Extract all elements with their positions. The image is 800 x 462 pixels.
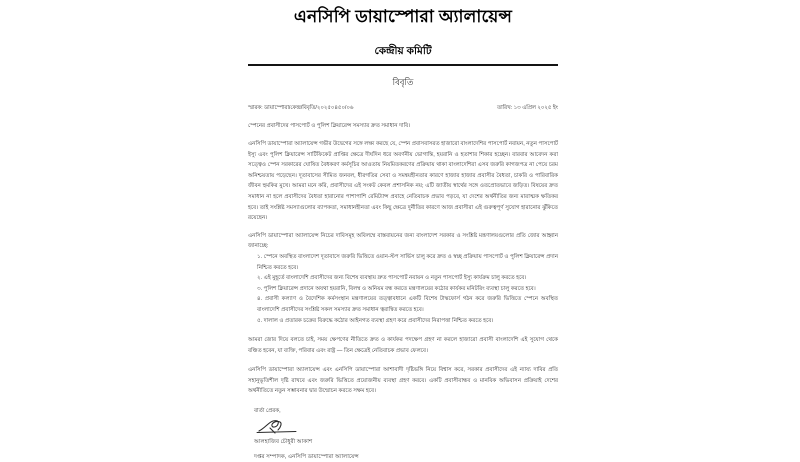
signature-image (256, 418, 302, 435)
subject-line: স্পেনের প্রবাসীদের পাসপোর্ট ও পুলিশ ক্লিয়ারেন্স সমস্যার দ্রুত সমাধান দাবি। (248, 123, 411, 129)
sender-designation: দপ্তর সম্পাদক, এনসিপি ডায়াস্পোরা অ্যালায়েন্স (254, 454, 359, 461)
organization-name: এনসিপি ডায়াস্পোরা অ্যালায়েন্স (293, 7, 513, 26)
body-paragraph-3: এনসিপি ডায়াস্পোরা অ্যালায়েন্স এবং এনসিপি ডায়াস্পোরা আশাবাদী দৃষ্টিভঙ্গি নিয়ে বিশ্বাস করে, সরকার প্রবাসীদের এই ন্যায্য দাবির প্রতি সহানুভূতিশীল দৃষ্টি রাখবে এবং জরুরি ভিত্তিতে প্রয়োজনীয় ব্যবস্থা গ্রহণ করবে। একটি প্রবাসীবান্ধব ও মানবিক অভিবাসন প্রক্রিয়াই দেশের অর্থনীতিতে নতুন সম্ভাবনার দ্বার উন্মোচন করতে সক্ষম হবে। (248, 367, 558, 395)
committee-name: কেন্দ্রীয় কমিটি (374, 45, 432, 57)
memo-row (248, 105, 558, 113)
body-paragraph-1: এনসিপি ডায়াস্পোরা অ্যালায়েন্স গভীর উদ্বেগের সঙ্গে লক্ষ্য করছে যে, স্পেন প্রবাসবাসরত হাজারো বাংলাদেশির পাসপোর্ট নবায়ন, নতুন পাসপোর্ট ইস্যু এবং পুলিশ ক্লিয়ারেন্স সার্টিফিকেট প্রাপ্তির ক্ষেত্রে দীর্ঘদিন ধরে অবর্ণনীয় ভোগান্তি, হয়রানি ও হতাশার শিকার হচ্ছেন। বারবার আবেদন করা সত্ত্বেও স্পেন সরকারের ঘোষিত বৈধকরণ কর্মসূচির আওতায় নিয়মিতকরণের প্রক্রিয়ায় থাকা বাংলাদেশিরা এসব জরুরি কাগজপত্র না পেয়ে চরম অনিশ্চয়তায় পড়েছেন। দূতাবাসের সীমিত জনবল, ধীরগতির সেবা ও সমন্বয়হীনতার কারণে হাজার হাজার প্রবাসীর বৈধতা, চাকরি ও পারিবারিক জীবন হুমকির মুখে। আমরা মনে করি, প্রবাসীদের এই সংকট কেবল প্রশাসনিক নয়; এটি জাতীয় স্বার্থের সঙ্গে ওতপ্রোতভাবে জড়িত। বিষয়ের দ্রুত সমাধান না হলে প্রবাসীদের বৈধতা হারানোর পাশাপাশি রেমিট্যান্স প্রবাহে নেতিবাচক প্রভাব পড়বে, যা দেশের অর্থনীতির জন্য মারাত্মক ক্ষতিকর হবে। তাই সংশ্লিষ্ট সমস্যাগুলোর ব্যাপকতা, সমাধানহীনতা এবং কিছু ক্ষেত্রে দুর্নীতির কারণে আজ প্রবাসীরা এই গুরুত্বপূর্ণ সুযোগ হারানোর ঝুঁকিতে রয়েছেন। (248, 141, 558, 222)
body-paragraph-2: আমরা জোর দিয়ে বলতে চাই, সময় ক্ষেপণের নীতিতে দ্রুত ও কার্যকর পদক্ষেপ গ্রহণ না করলে হাজারো প্রবাসী বাংলাদেশি এই সুযোগ থেকে বঞ্চিত হবেন, যা ব্যক্তি, পরিবার এবং রাষ্ট্র — তিন ক্ষেত্রেই নেতিবাচক প্রভাব ফেলবে। (248, 337, 558, 354)
demand-item-4: ৪. প্রবাসী কল্যাণ ও বৈদেশিক কর্মসংস্থান মন্ত্রণালয়ের তত্ত্বাবধানে একটি বিশেষ টাস্কফোর্স গঠন করে জরুরি ভিত্তিতে স্পেনে অবস্থিত বাংলাদেশি প্রবাসীদের সংশ্লিষ্ট সকল সমস্যার দ্রুত সমাধান ত্বরান্বিত করতে হবে। (257, 296, 558, 313)
memo-date: তারিখ: ১৩ এপ্রিল ২০২৫ ইং (497, 105, 558, 111)
demands-list (248, 252, 558, 326)
sender-label: বার্তা প্রেরক, (254, 408, 281, 415)
demands-intro: এনসিপি ডায়াস্পোরা অ্যালায়েন্স নিচের দাবিসমূহ অবিলম্বে বাস্তবায়নের জন্য বাংলাদেশ সরকার ও সংশ্লিষ্ট মন্ত্রণালয়গুলোর প্রতি জোর আহ্বান জানাচ্ছে: (248, 232, 558, 250)
memo-number: স্মারক: ডায়াস্পোরা/কেন্দ্র/বিবৃতি/২০২৫০৪৫০/০৬ (248, 105, 354, 111)
letter-body (248, 0, 558, 462)
demand-item-5: ৫. দালাল ও প্রতারক চক্রের বিরুদ্ধে কঠোর আইনগত ব্যবস্থা গ্রহণ করে প্রবাসীদের নিরাপত্তা নিশ্চিত করতে হবে। (257, 317, 494, 324)
demand-item-3: ৩. পুলিশ ক্লিয়ারেন্স প্রদানে অযথা হয়রানি, বিলম্ব ও অনিয়ম বন্ধ করতে মন্ত্রণালয়ের কঠোর কার্যকর মনিটরিং ব্যবস্থা চালু করতে হবে। (257, 285, 536, 292)
demand-item-1: ১. স্পেনে অবস্থিত বাংলাদেশ দূতাবাসে জরুরি ভিত্তিতে ওয়ান-স্টপ সার্ভিস চালু করে দ্রুত ও স্বচ্ছ প্রক্রিয়ায় পাসপোর্ট ও পুলিশ ক্লিয়ারেন্স প্রদান নিশ্চিত করতে হবে। (257, 253, 558, 271)
document-title: বিবৃতি (392, 77, 414, 87)
sender-name: আলহাজিব চৌধুরী আকাশ (254, 439, 313, 446)
header-divider (248, 64, 558, 66)
demand-item-2: ২. এই মুহূর্তে বাংলাদেশি প্রবাসীদের জন্য বিশেষ ব্যবস্থায় দ্রুত পাসপোর্ট নবায়ন ও নতুন পাসপোর্ট ইস্যু কার্যক্রম চালু করতে হবে। (257, 275, 527, 282)
